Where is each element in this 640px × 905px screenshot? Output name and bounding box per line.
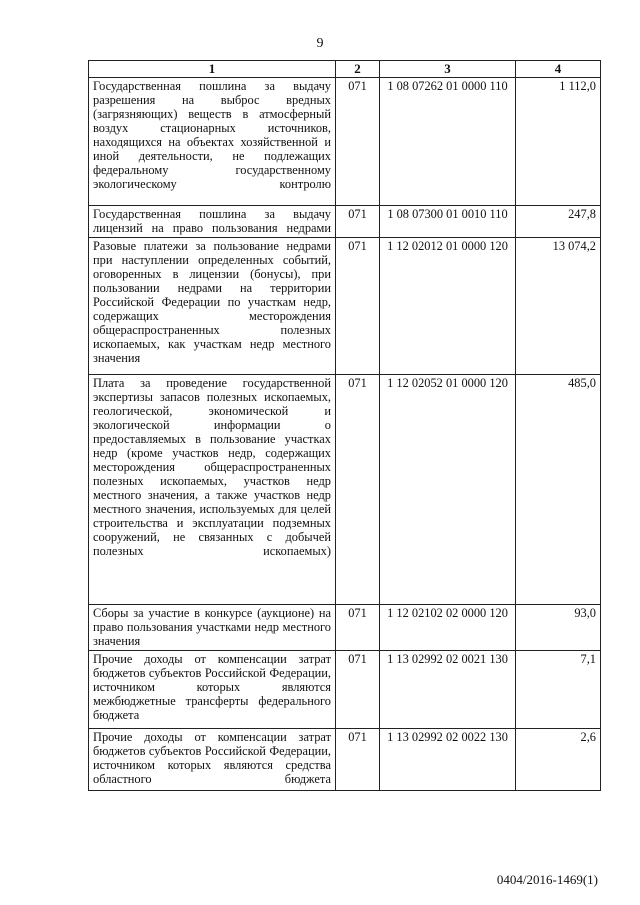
row-amount: 93,0 [516, 605, 601, 651]
header-col-2: 2 [336, 61, 380, 78]
table-row [89, 206, 601, 238]
table-header-row [89, 61, 601, 78]
row-admin-code: 071 [336, 78, 380, 206]
page-number: 9 [316, 36, 324, 51]
row-amount: 247,8 [516, 206, 601, 238]
document-code: 0404/2016-1469(1) [496, 872, 598, 887]
row-admin-code: 071 [336, 238, 380, 375]
row-admin-code: 071 [336, 729, 380, 791]
table-row [89, 605, 601, 651]
row-budget-code: 1 12 02012 01 0000 120 [380, 238, 516, 375]
row-admin-code: 071 [336, 651, 380, 729]
row-name: Сборы за участие в конкурсе (аукционе) на право пользования участками недр местного значения [89, 605, 336, 651]
row-admin-code: 071 [336, 375, 380, 605]
revenue-table [88, 60, 601, 791]
row-budget-code: 1 08 07262 01 0000 110 [380, 78, 516, 206]
row-budget-code: 1 13 02992 02 0022 130 [380, 729, 516, 791]
row-amount: 1 112,0 [516, 78, 601, 206]
row-amount: 7,1 [516, 651, 601, 729]
row-amount: 2,6 [516, 729, 601, 791]
row-admin-code: 071 [336, 605, 380, 651]
table-row [89, 651, 601, 729]
row-name: Государственная пошлина за выдачу разрешения на выброс вредных (загрязняющих) веществ в атмосферный воздух стационарных источников, находящихся на объектах хозяйственной и иной деятельности, не подлежащих федеральному государственному экологическому контролю [89, 78, 336, 206]
header-col-4: 4 [516, 61, 601, 78]
row-name: Государственная пошлина за выдачу лицензий на право пользования недрами [89, 206, 336, 238]
row-budget-code: 1 12 02102 02 0000 120 [380, 605, 516, 651]
header-col-1: 1 [89, 61, 336, 78]
row-name: Плата за проведение государственной экспертизы запасов полезных ископаемых, геологической, экономической и экологической информации о предоставляемых в пользование участках недр (кроме участков недр, содержащих месторождения общераспространенных полезных ископаемых, участков недр местного значения, а также участков недр местного значения, используемых для целей строительства и эксплуатации подземных сооружений, не связанных с добычей полезных ископаемых) [89, 375, 336, 605]
table-row [89, 238, 601, 375]
header-col-3: 3 [380, 61, 516, 78]
row-budget-code: 1 13 02992 02 0021 130 [380, 651, 516, 729]
row-amount: 13 074,2 [516, 238, 601, 375]
row-name: Прочие доходы от компенсации затрат бюджетов субъектов Российской Федерации, источником которых являются межбюджетные трансферты федерального бюджета [89, 651, 336, 729]
row-admin-code: 071 [336, 206, 380, 238]
table-row [89, 78, 601, 206]
row-budget-code: 1 12 02052 01 0000 120 [380, 375, 516, 605]
table-row [89, 375, 601, 605]
row-amount: 485,0 [516, 375, 601, 605]
table-row [89, 729, 601, 791]
row-budget-code: 1 08 07300 01 0010 110 [380, 206, 516, 238]
row-name: Разовые платежи за пользование недрами при наступлении определенных событий, оговоренных в лицензии (бонусы), при пользовании недрами на территории Российской Федерации по участкам недр, содержащих месторождения общераспространенных полезных ископаемых, как участкам недр местного значения [89, 238, 336, 375]
row-name: Прочие доходы от компенсации затрат бюджетов субъектов Российской Федерации, источником которых являются средства областного бюджета [89, 729, 336, 791]
